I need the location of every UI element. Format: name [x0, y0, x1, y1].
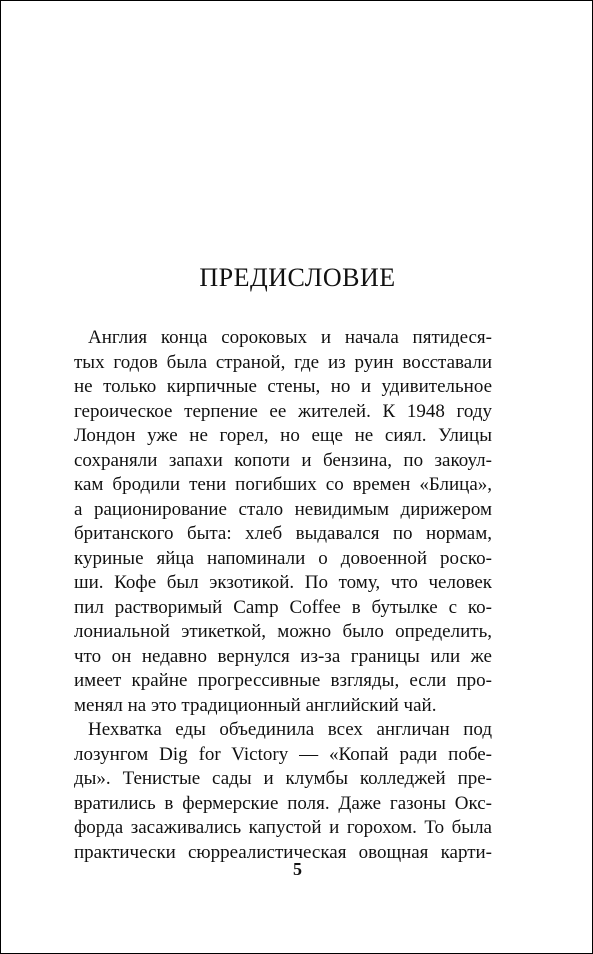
text-line: ши. Кофе был экзотикой. По тому, что человек	[74, 572, 492, 593]
text-line: куриные яйца напоминали о довоенной роско-	[74, 547, 492, 569]
text-line: имеет крайне прогрессивные взгляды, если про-	[74, 670, 492, 691]
text-line: менял на это традиционный английский чай.	[74, 694, 437, 716]
text-line: вратились в фермерские поля. Даже газоны Окс-	[74, 792, 492, 814]
chapter-title: ПРЕДИСЛОВИЕ	[199, 263, 396, 292]
text-line: Англия конца сороковых и начала пятидеся-	[88, 327, 492, 348]
text-line: тых годов была страной, где из руин восставали	[74, 351, 492, 373]
text-line: не только кирпичные стены, но и удивительное	[74, 376, 492, 397]
text-line: сохраняли запахи копоти и бензина, по закоул-	[74, 449, 492, 471]
text-line: что он недавно вернулся из-за границы или же	[74, 645, 492, 667]
text-line: практически сюрреалистическая овощная карти-	[74, 841, 492, 863]
text-line: пил растворимый Camp Coffee в бутылке с ко-	[74, 596, 492, 618]
text-line: Лондон уже не горел, но еще не сиял. Улицы	[74, 425, 492, 446]
text-line: ды». Тенистые сады и клумбы колледжей пре-	[74, 768, 492, 789]
paragraph-1	[74, 326, 492, 718]
paragraph-2	[74, 718, 492, 865]
text-line: героическое терпение ее жителей. К 1948 году	[74, 400, 492, 422]
body-text	[74, 326, 492, 865]
text-line: лониальной этикеткой, можно было определить,	[74, 621, 492, 642]
text-line: британского быта: хлеб выдавался по нормам,	[74, 523, 492, 544]
text-line: а рационирование стало невидимым дирижером	[74, 498, 492, 520]
text-line: лозунгом Dig for Victory — «Копай ради побе-	[74, 743, 492, 765]
text-line: кам бродили тени погибших со времен «Блица»,	[74, 474, 492, 495]
text-line: Нехватка еды объединила всех англичан под	[88, 719, 492, 740]
text-line: форда засаживались капустой и горохом. То была	[74, 817, 492, 838]
page-number: 5	[293, 859, 302, 879]
